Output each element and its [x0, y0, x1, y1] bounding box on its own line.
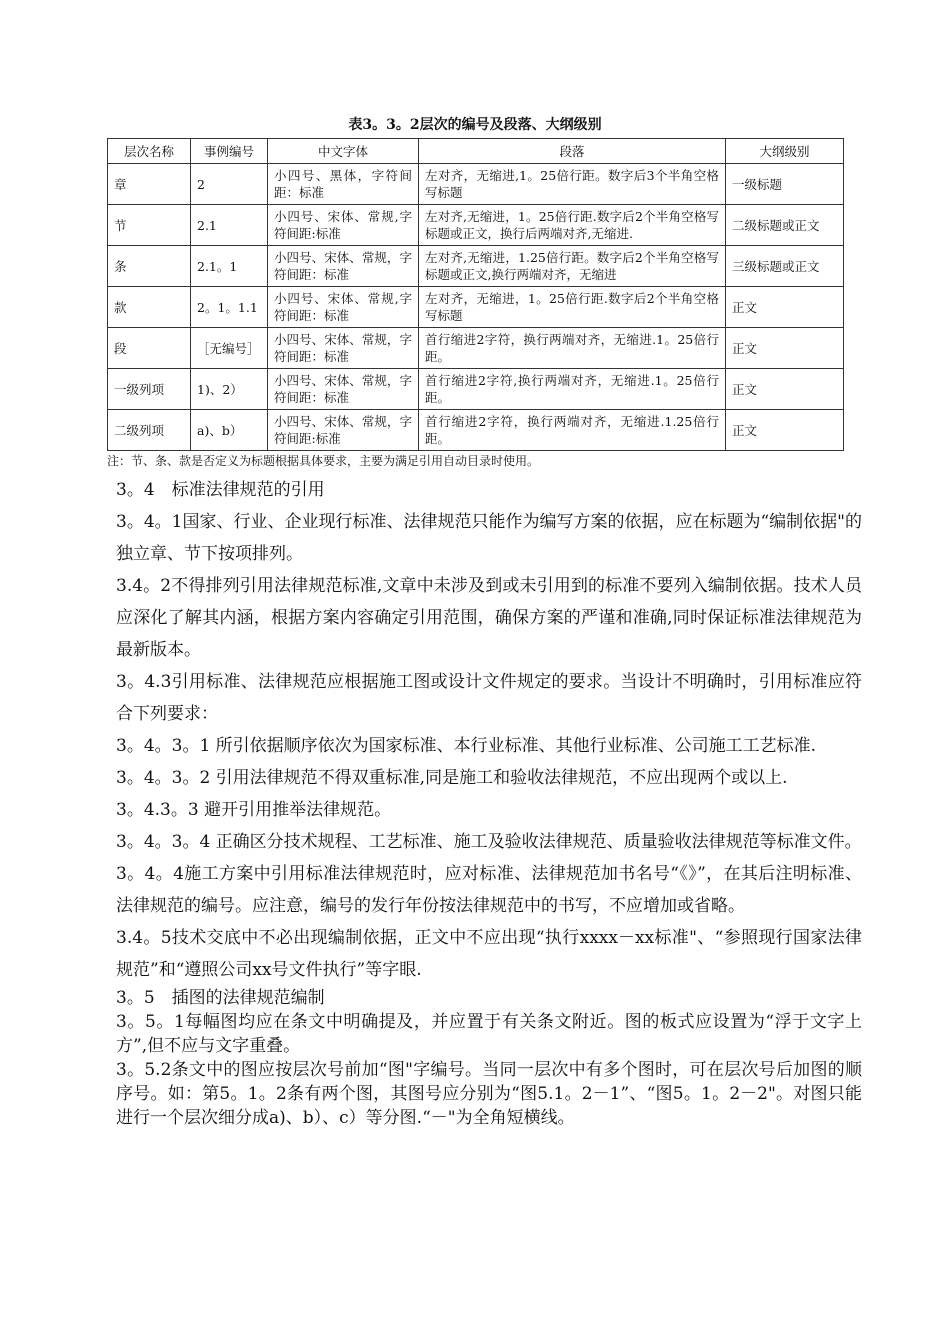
header-cell: 中文字体 — [268, 139, 419, 164]
table-cell: 左对齐，无缩进，1。25倍行距.数字后2个半角空格写标题 — [419, 287, 726, 328]
table-cell: 正文 — [726, 369, 844, 410]
table-cell: ［无编号］ — [191, 328, 268, 369]
table-cell: 首行缩进2字符,换行两端对齐，无缩进.1。25倍行距。 — [419, 369, 726, 410]
table-row — [108, 205, 844, 246]
table-row — [108, 287, 844, 328]
paragraph: 3。5.2条文中的图应按层次号前加“图"字编号。当同一层次中有多个图时，可在层次号后加图的顺序号。如：第5。1。2条有两个图，其图号应分别为“图5.1。2－1”、“图5。1。2－2"。对图只能进行一个层次细分成a)、b）、c）等分图.“－"为全角短横线。 — [116, 1060, 862, 1128]
paragraph: 3。5。1每幅图均应在条文中明确提及，并应置于有关条文附近。图的板式应设置为“浮于文字上方”,但不应与文字重叠。 — [116, 1012, 862, 1056]
table-cell: 段 — [108, 328, 191, 369]
paragraph: 3。4.3引用标准、法律规范应根据施工图或设计文件规定的要求。当设计不明确时，引用标准应符合下列要求： — [116, 672, 862, 724]
paragraph: 3。4。3。2 引用法律规范不得双重标准,同是施工和验收法律规范，不应出现两个或以上. — [116, 768, 788, 788]
table-cell: 节 — [108, 205, 191, 246]
table-cell: 左对齐，无缩进,1。25倍行距。数字后3个半角空格写标题 — [419, 164, 726, 205]
numbering-table — [107, 138, 844, 451]
table-row — [108, 410, 844, 451]
table-caption: 表3。3。2层次的编号及段落、大纲级别 — [348, 117, 602, 133]
table-row — [108, 246, 844, 287]
section-heading: 3。4 标准法律规范的引用 — [116, 480, 325, 500]
header-cell: 大纲级别 — [726, 139, 844, 164]
paragraph: 3。4。4施工方案中引用标准法律规范时，应对标准、法律规范加书名号“《》”，在其后注明标准、法律规范的编号。应注意，编号的发行年份按法律规范中的书写，不应增加或省略。 — [116, 864, 862, 916]
table-cell: 1)、2） — [191, 369, 268, 410]
table-cell: 左对齐,无缩进，1.25倍行距。数字后2个半角空格写标题或正文,换行两端对齐，无缩进 — [419, 246, 726, 287]
table-cell: 二级标题或正文 — [726, 205, 844, 246]
table-cell: 小四号、宋体、常规,字符间距：标准 — [268, 287, 419, 328]
paragraph: 3。4。3。4 正确区分技术规程、工艺标准、施工及验收法律规范、质量验收法律规范等标准文件。 — [116, 832, 862, 852]
table-cell: 首行缩进2字符，换行两端对齐，无缩进.1。25倍行距。 — [419, 328, 726, 369]
paragraph: 3.4。2不得排列引用法律规范标准,文章中未涉及到或未引用到的标准不要列入编制依据。技术人员应深化了解其内涵，根据方案内容确定引用范围，确保方案的严谨和准确,同时保证标准法律规范为最新版本。 — [116, 576, 862, 660]
table-cell: 小四号、宋体、常规,字符间距:标准 — [268, 205, 419, 246]
table-cell: 左对齐,无缩进，1。25倍行距.数字后2个半角空格写标题或正文，换行后两端对齐,无缩进. — [419, 205, 726, 246]
paragraph: 3.4。5技术交底中不必出现编制依据，正文中不应出现“执行xxxx－xx标准"、“参照现行国家法律规范”和“遵照公司xx号文件执行”等字眼. — [116, 928, 862, 980]
table-row — [108, 328, 844, 369]
header-cell: 层次名称 — [108, 139, 191, 164]
table-cell: a)、b） — [191, 410, 268, 451]
paragraph: 3。4。3。1 所引依据顺序依次为国家标准、本行业标准、其他行业标准、公司施工工艺标准. — [116, 736, 817, 756]
table-cell: 2.1。1 — [191, 246, 268, 287]
paragraph: 3。4。1国家、行业、企业现行标准、法律规范只能作为编写方案的依据，应在标题为“编制依据"的独立章、节下按项排列。 — [116, 512, 862, 564]
body-text — [116, 474, 862, 1130]
table-cell: 2 — [191, 164, 268, 205]
table-cell: 一级标题 — [726, 164, 844, 205]
table-cell: 小四号、宋体、常规，字符间距:标准 — [268, 410, 419, 451]
table-cell: 章 — [108, 164, 191, 205]
table-cell: 正文 — [726, 328, 844, 369]
table-cell: 条 — [108, 246, 191, 287]
table-cell: 小四号、宋体、常规，字符间距：标准 — [268, 328, 419, 369]
table-cell: 小四号、宋体、常规，字符间距：标准 — [268, 246, 419, 287]
table-note: 注：节、条、款是否定义为标题根据具体要求，主要为满足引用自动目录时使用。 — [107, 454, 540, 468]
header-cell: 事例编号 — [191, 139, 268, 164]
table-cell: 正文 — [726, 287, 844, 328]
table-cell: 小四号、宋体、常规，字符间距：标准 — [268, 369, 419, 410]
table-cell: 2.1 — [191, 205, 268, 246]
table-cell: 款 — [108, 287, 191, 328]
header-cell: 段落 — [419, 139, 726, 164]
table-cell: 一级列项 — [108, 369, 191, 410]
table-header-row — [108, 139, 844, 164]
table-cell: 正文 — [726, 410, 844, 451]
table-row — [108, 164, 844, 205]
table-cell: 首行缩进2字符，换行两端对齐，无缩进.1.25倍行距。 — [419, 410, 726, 451]
table-cell: 小四号、黑体，字符间距：标准 — [268, 164, 419, 205]
table-row — [108, 369, 844, 410]
paragraph: 3。4.3。3 避开引用推举法律规范。 — [116, 800, 392, 820]
section-heading: 3。5 插图的法律规范编制 — [116, 988, 325, 1008]
table-cell: 2。1。1.1 — [191, 287, 268, 328]
table-cell: 三级标题或正文 — [726, 246, 844, 287]
table-cell: 二级列项 — [108, 410, 191, 451]
